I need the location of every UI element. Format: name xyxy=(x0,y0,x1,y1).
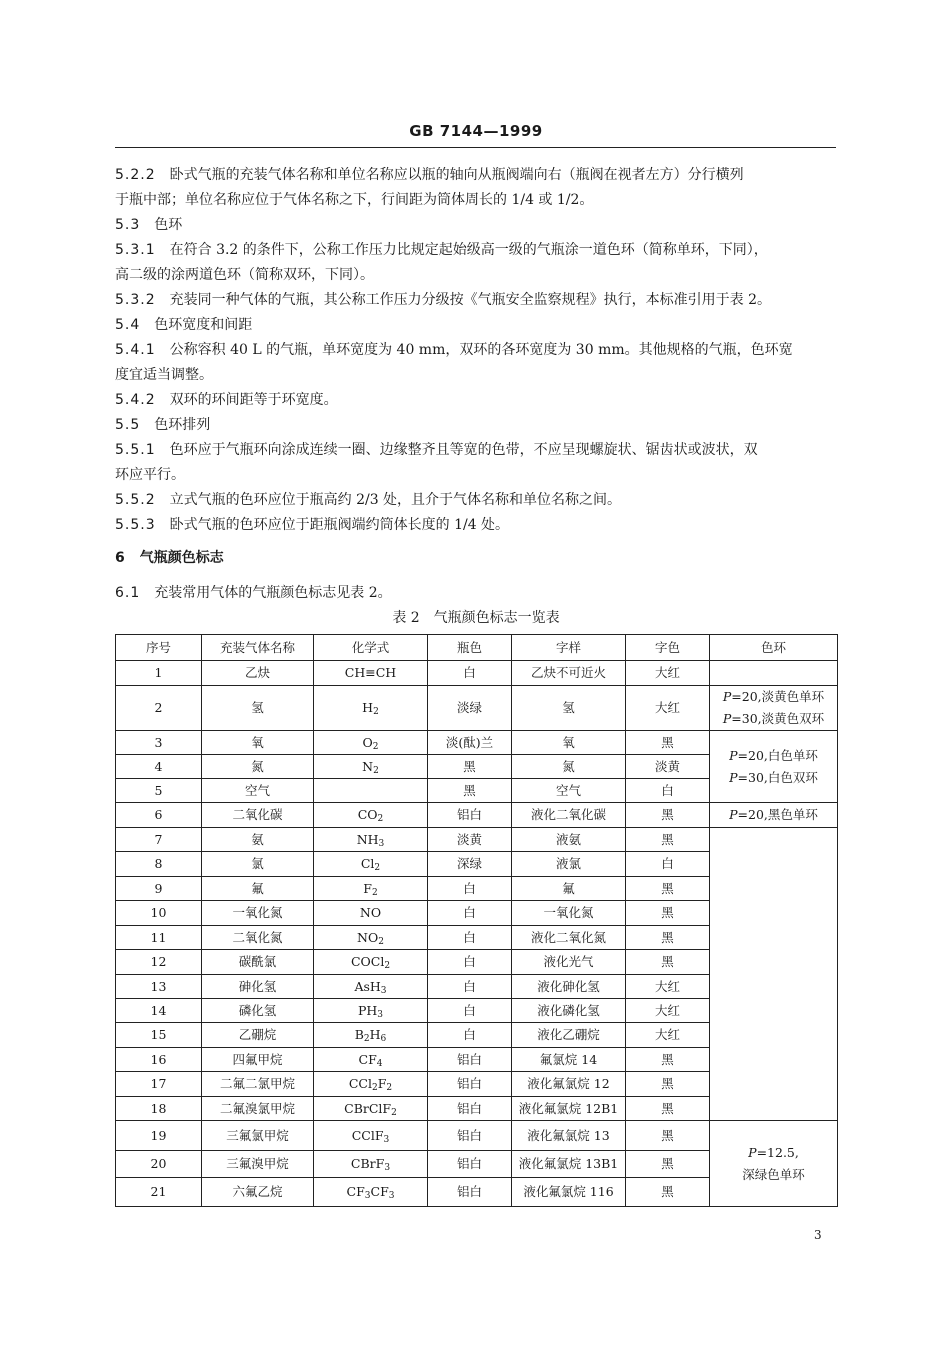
paragraph-p55-line-1 xyxy=(115,415,836,435)
cell-cylinder-color: 白 xyxy=(428,1023,512,1048)
cell-lettering-color: 大红 xyxy=(626,999,710,1023)
document-header: GB 7144—1999 xyxy=(409,122,543,140)
cell-gas-name: 乙硼烷 xyxy=(202,1023,314,1048)
clause-text: 色环应于气瓶环向涂成连续一圈、边缘整齐且等宽的色带，不应呈现螺旋状、锯齿状或波状，双 xyxy=(169,442,758,458)
cell-lettering-color: 大红 xyxy=(626,686,710,731)
clause-text: 在符合 3.2 的条件下，公称工作压力比规定起始级高一级的气瓶涂一道色环（简称单环，下同）， xyxy=(169,242,768,258)
cell-formula: $CF_3CF_3$ xyxy=(314,1178,428,1207)
cell-formula: $CO_2$ xyxy=(314,803,428,828)
cell-lettering-color: 黑 xyxy=(626,803,710,828)
cell-color-ring xyxy=(710,828,838,1121)
cell-gas-name: 砷化氢 xyxy=(202,975,314,999)
clause-text: 色环 xyxy=(154,217,183,233)
cell-lettering-color: 黑 xyxy=(626,926,710,950)
cell-no: 12 xyxy=(116,950,202,975)
clause-text: 高二级的涂两道色环（简称双环，下同）。 xyxy=(115,267,374,283)
cell-formula: $H_2$ xyxy=(314,686,428,731)
cell-no: 3 xyxy=(116,731,202,755)
cell-lettering: 乙炔不可近火 xyxy=(512,661,626,686)
table-caption-title: 气瓶颜色标志一览表 xyxy=(433,610,560,626)
cell-cylinder-color: 白 xyxy=(428,926,512,950)
clause-text: 卧式气瓶的色环应位于距瓶阀端约筒体长度的 1/4 处。 xyxy=(169,517,510,533)
cell-gas-name: 四氟甲烷 xyxy=(202,1048,314,1072)
cell-cylinder-color: 铝白 xyxy=(428,1072,512,1097)
section-6-heading xyxy=(115,548,836,568)
cell-formula: CClF$_3$ xyxy=(314,1121,428,1151)
cell-no: 10 xyxy=(116,901,202,926)
cell-gas-name: 氧 xyxy=(202,731,314,755)
cell-gas-name: 空气 xyxy=(202,779,314,803)
cell-formula: $N_2$ xyxy=(314,755,428,779)
clause-text: 充装同一种气体的气瓶，其公称工作压力分级按《气瓶安全监察规程》执行，本标准引用于表 2。 xyxy=(169,292,771,308)
cell-no: 9 xyxy=(116,877,202,901)
cell-no: 14 xyxy=(116,999,202,1023)
cell-lettering-color: 黑 xyxy=(626,901,710,926)
clause-text: 于瓶中部；单位名称应位于气体名称之下，行间距为筒体周长的 1/4 或 1/2。 xyxy=(115,192,594,208)
cell-no: 7 xyxy=(116,828,202,852)
clause-text: 公称容积 40 L 的气瓶，单环宽度为 40 mm，双环的各环宽度为 30 mm。其他规格的气瓶，色环宽 xyxy=(169,342,793,358)
cell-gas-name: 氯 xyxy=(202,852,314,877)
cell-lettering: 液化磷化氢 xyxy=(512,999,626,1023)
table-row xyxy=(116,661,838,686)
cell-lettering-color: 黑 xyxy=(626,1151,710,1178)
cell-formula: NO xyxy=(314,901,428,926)
cell-gas-name: 一氧化氮 xyxy=(202,901,314,926)
cell-formula: $B_2H_6$ xyxy=(314,1023,428,1048)
header-formula: 化学式 xyxy=(314,635,428,661)
cell-lettering: 氧 xyxy=(512,731,626,755)
cell-lettering: 液化乙硼烷 xyxy=(512,1023,626,1048)
cell-lettering-color: 黑 xyxy=(626,1097,710,1121)
cell-no: 19 xyxy=(116,1121,202,1151)
clause-number: 5.5 xyxy=(115,417,141,433)
cell-lettering-color: 黑 xyxy=(626,1121,710,1151)
cell-cylinder-color: 铝白 xyxy=(428,803,512,828)
cell-no: 13 xyxy=(116,975,202,999)
cell-lettering: 液化氟氯烷 12 xyxy=(512,1072,626,1097)
cell-no: 1 xyxy=(116,661,202,686)
clause-number: 5.4.2 xyxy=(115,392,156,408)
cell-color-ring xyxy=(710,731,838,803)
cell-cylinder-color: 白 xyxy=(428,999,512,1023)
cell-no: 6 xyxy=(116,803,202,828)
cell-lettering: 氢 xyxy=(512,686,626,731)
cell-no: 11 xyxy=(116,926,202,950)
cell-no: 17 xyxy=(116,1072,202,1097)
cell-cylinder-color: 黑 xyxy=(428,755,512,779)
cell-lettering: 液氯 xyxy=(512,852,626,877)
paragraph-p551-line-1 xyxy=(115,440,836,460)
cell-lettering-color: 黑 xyxy=(626,828,710,852)
cell-lettering-color: 白 xyxy=(626,852,710,877)
cell-lettering-color: 黑 xyxy=(626,731,710,755)
cell-gas-name: 磷化氢 xyxy=(202,999,314,1023)
cell-formula: AsH$_3$ xyxy=(314,975,428,999)
cell-lettering: 液化二氧化碳 xyxy=(512,803,626,828)
cell-lettering: 氟 xyxy=(512,877,626,901)
cell-color-ring xyxy=(710,686,838,731)
cell-lettering-color: 黑 xyxy=(626,1072,710,1097)
cell-lettering: 一氧化氮 xyxy=(512,901,626,926)
cell-formula: $O_2$ xyxy=(314,731,428,755)
cell-gas-name: 二氟二氯甲烷 xyxy=(202,1072,314,1097)
cell-formula: $F_2$ xyxy=(314,877,428,901)
cell-cylinder-color: 淡(酞)兰 xyxy=(428,731,512,755)
ring-line: P=30,淡黄色双环 xyxy=(722,711,825,726)
paragraph-p541-line-2 xyxy=(115,365,836,385)
clause-number: 5.3.1 xyxy=(115,242,156,258)
cell-gas-name: 二氧化氮 xyxy=(202,926,314,950)
ring-line: P=20,淡黄色单环 xyxy=(722,689,825,704)
cell-cylinder-color: 铝白 xyxy=(428,1178,512,1207)
gas-cylinder-color-table xyxy=(115,634,837,1207)
cell-cylinder-color: 白 xyxy=(428,901,512,926)
cell-lettering-color: 黑 xyxy=(626,1048,710,1072)
ring-line: P=12.5, xyxy=(748,1144,799,1160)
cell-lettering: 氮 xyxy=(512,755,626,779)
header-color-ring: 色环 xyxy=(710,635,838,661)
cell-formula: COCl$_2$ xyxy=(314,950,428,975)
clause-number: 5.3.2 xyxy=(115,292,156,308)
cell-formula: CBrF$_3$ xyxy=(314,1151,428,1178)
cell-cylinder-color: 铝白 xyxy=(428,1121,512,1151)
cell-formula: $PH_3$ xyxy=(314,999,428,1023)
header-lettering-color: 字色 xyxy=(626,635,710,661)
section-number: 6 xyxy=(115,550,126,566)
clause-text: 度宜适当调整。 xyxy=(115,367,213,383)
table-header-row xyxy=(116,635,838,661)
cell-gas-name: 氮 xyxy=(202,755,314,779)
cell-gas-name: 氟 xyxy=(202,877,314,901)
cell-cylinder-color: 深绿 xyxy=(428,852,512,877)
cell-no: 16 xyxy=(116,1048,202,1072)
cell-lettering-color: 黑 xyxy=(626,1178,710,1207)
cell-formula: $CF_4$ xyxy=(314,1048,428,1072)
clause-text: 卧式气瓶的充装气体名称和单位名称应以瓶的轴向从瓶阀端向右（瓶阀在视者左方）分行横列 xyxy=(169,167,744,183)
cell-lettering: 液化氟氯烷 116 xyxy=(512,1178,626,1207)
table-row xyxy=(116,828,838,852)
cell-cylinder-color: 淡黄 xyxy=(428,828,512,852)
cell-color-ring xyxy=(710,1121,838,1207)
cell-cylinder-color: 白 xyxy=(428,950,512,975)
paragraph-p522-line-2 xyxy=(115,190,836,210)
cell-no: 15 xyxy=(116,1023,202,1048)
cell-formula xyxy=(314,779,428,803)
cell-lettering: 液化氟氯烷 13B1 xyxy=(512,1151,626,1178)
cell-lettering: 液化光气 xyxy=(512,950,626,975)
cell-lettering: 空气 xyxy=(512,779,626,803)
paragraph-p532-line-1 xyxy=(115,290,836,310)
cell-cylinder-color: 白 xyxy=(428,877,512,901)
cell-lettering-color: 淡黄 xyxy=(626,755,710,779)
paragraph-6-1 xyxy=(115,583,836,603)
cell-lettering-color: 大红 xyxy=(626,1023,710,1048)
cell-formula: CH≡CH xyxy=(314,661,428,686)
clause-text: 双环的环间距等于环宽度。 xyxy=(169,392,338,408)
clause-number: 5.3 xyxy=(115,217,141,233)
cell-lettering: 液化氟氯烷 12B1 xyxy=(512,1097,626,1121)
paragraph-p542-line-1 xyxy=(115,390,836,410)
header-gas-name: 充装气体名称 xyxy=(202,635,314,661)
clause-text: 充装常用气体的气瓶颜色标志见表 2。 xyxy=(154,585,392,601)
ring-line: P=20,白色单环 xyxy=(729,747,818,763)
header-rule xyxy=(115,147,836,148)
cell-formula: CBrClF$_2$ xyxy=(314,1097,428,1121)
cell-lettering-color: 大红 xyxy=(626,661,710,686)
cell-cylinder-color: 淡绿 xyxy=(428,686,512,731)
clause-number: 6.1 xyxy=(115,585,141,601)
cell-cylinder-color: 铝白 xyxy=(428,1097,512,1121)
paragraph-p531-line-2 xyxy=(115,265,836,285)
cell-no: 4 xyxy=(116,755,202,779)
cell-lettering-color: 大红 xyxy=(626,975,710,999)
cell-lettering-color: 黑 xyxy=(626,950,710,975)
table-row xyxy=(116,686,838,731)
cell-gas-name: 二氟溴氯甲烷 xyxy=(202,1097,314,1121)
cell-cylinder-color: 铝白 xyxy=(428,1151,512,1178)
paragraph-p553-line-1 xyxy=(115,515,836,535)
clause-number: 5.5.3 xyxy=(115,517,156,533)
cell-color-ring xyxy=(710,803,838,828)
cell-gas-name: 氨 xyxy=(202,828,314,852)
cell-lettering: 液氨 xyxy=(512,828,626,852)
table-row xyxy=(116,731,838,755)
cell-lettering: 液化二氧化氮 xyxy=(512,926,626,950)
cell-cylinder-color: 白 xyxy=(428,661,512,686)
page-number: 3 xyxy=(814,1228,822,1242)
table-row xyxy=(116,1121,838,1151)
cell-formula: $NO_2$ xyxy=(314,926,428,950)
cell-gas-name: 乙炔 xyxy=(202,661,314,686)
paragraph-p541-line-1 xyxy=(115,340,836,360)
cell-no: 21 xyxy=(116,1178,202,1207)
cell-lettering: 液化氟氯烷 13 xyxy=(512,1121,626,1151)
table-caption-number: 表 2 xyxy=(392,610,420,626)
paragraph-p552-line-1 xyxy=(115,490,836,510)
cell-formula: $Cl_2$ xyxy=(314,852,428,877)
cell-gas-name: 三氟溴甲烷 xyxy=(202,1151,314,1178)
header-no: 序号 xyxy=(116,635,202,661)
header-cylinder-color: 瓶色 xyxy=(428,635,512,661)
cell-lettering: 氟氯烷 14 xyxy=(512,1048,626,1072)
cell-gas-name: 碳酰氯 xyxy=(202,950,314,975)
cell-gas-name: 二氧化碳 xyxy=(202,803,314,828)
clause-number: 5.4 xyxy=(115,317,141,333)
cell-formula: $CCl_2F_2$ xyxy=(314,1072,428,1097)
ring-line: P=30,白色双环 xyxy=(729,769,818,785)
cell-no: 5 xyxy=(116,779,202,803)
paragraph-p522-line-1 xyxy=(115,165,836,185)
clause-number: 5.5.2 xyxy=(115,492,156,508)
clause-text: 色环排列 xyxy=(154,417,211,433)
clause-number: 5.5.1 xyxy=(115,442,156,458)
cell-lettering: 液化砷化氢 xyxy=(512,975,626,999)
cell-lettering-color: 黑 xyxy=(626,877,710,901)
paragraph-p53-line-1 xyxy=(115,215,836,235)
cell-cylinder-color: 白 xyxy=(428,975,512,999)
cell-no: 20 xyxy=(116,1151,202,1178)
cell-cylinder-color: 铝白 xyxy=(428,1048,512,1072)
cell-color-ring xyxy=(710,661,838,686)
table-row xyxy=(116,803,838,828)
cell-lettering-color: 白 xyxy=(626,779,710,803)
cell-formula: $NH_3$ xyxy=(314,828,428,852)
header-lettering: 字样 xyxy=(512,635,626,661)
section-title: 气瓶颜色标志 xyxy=(139,550,224,566)
paragraph-p531-line-1 xyxy=(115,240,836,260)
cell-gas-name: 三氟氯甲烷 xyxy=(202,1121,314,1151)
cell-no: 8 xyxy=(116,852,202,877)
cell-gas-name: 六氟乙烷 xyxy=(202,1178,314,1207)
ring-line: 深绿色单环 xyxy=(742,1166,805,1182)
cell-gas-name: 氢 xyxy=(202,686,314,731)
clause-text: 色环宽度和间距 xyxy=(154,317,253,333)
cell-no: 18 xyxy=(116,1097,202,1121)
clause-text: 环应平行。 xyxy=(115,467,185,483)
clause-text: 立式气瓶的色环应位于瓶高约 2/3 处，且介于气体名称和单位名称之间。 xyxy=(169,492,622,508)
paragraph-p54-line-1 xyxy=(115,315,836,335)
table-caption xyxy=(0,607,952,627)
clause-number: 5.4.1 xyxy=(115,342,156,358)
clause-number: 5.2.2 xyxy=(115,167,156,183)
ring-line: P=20,黑色单环 xyxy=(729,807,818,822)
cell-cylinder-color: 黑 xyxy=(428,779,512,803)
cell-no: 2 xyxy=(116,686,202,731)
paragraph-p551-line-2 xyxy=(115,465,836,485)
